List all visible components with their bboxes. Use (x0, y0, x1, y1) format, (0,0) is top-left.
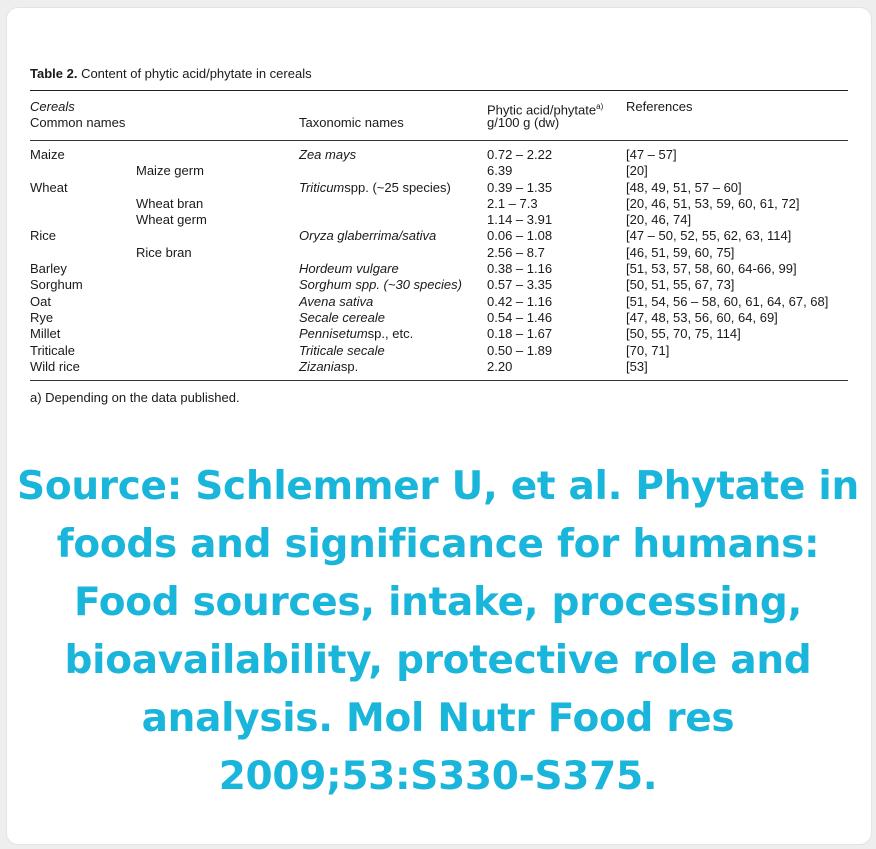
cell-references: [47 – 50, 52, 55, 62, 63, 114] (626, 228, 792, 244)
cell-taxonomic-name (299, 277, 462, 293)
cell-taxonomic-genus: Sorghum spp. (~30 species) (299, 277, 462, 293)
cell-phytate-value: 0.42 – 1.16 (487, 293, 553, 309)
cell-references: [20, 46, 74] (626, 212, 692, 228)
cell-taxonomic-genus: Avena sativa (299, 293, 374, 309)
cell-common-name: Rice (30, 228, 57, 244)
cell-references: [51, 54, 56 – 58, 60, 61, 64, 67, 68] (626, 293, 829, 309)
table-row (30, 196, 848, 212)
cell-taxonomic-suffix: sp. (340, 358, 359, 374)
cell-references: [50, 55, 70, 75, 114] (626, 326, 741, 342)
cell-common-name: Wild rice (30, 358, 80, 374)
table-row (30, 261, 848, 277)
cell-taxonomic-genus: Zizania (299, 358, 341, 374)
cell-taxonomic-name (299, 261, 399, 277)
cell-sub-name: Rice bran (136, 244, 192, 260)
table-row (30, 359, 848, 375)
cell-taxonomic-genus: Pennisetum (299, 326, 368, 342)
cell-references: [46, 51, 59, 60, 75] (626, 244, 735, 260)
table-footnote: a) Depending on the data published. (30, 390, 240, 406)
header-common-names: Common names (30, 115, 126, 130)
cell-taxonomic-suffix: spp. (~25 species) (344, 179, 451, 195)
cell-references: [48, 49, 51, 57 – 60] (626, 179, 742, 195)
table-row (30, 277, 848, 293)
table-row (30, 245, 848, 261)
cell-common-name: Maize (30, 147, 65, 162)
cell-taxonomic-name (299, 326, 413, 342)
cell-references: [70, 71] (626, 342, 670, 358)
cell-taxonomic-name (299, 343, 385, 359)
cell-phytate-value: 2.20 (487, 358, 513, 374)
cell-phytate-value: 6.39 (487, 163, 513, 179)
table-row (30, 294, 848, 310)
table-caption-label: Table 2. (30, 66, 78, 81)
table-header-rule (30, 140, 848, 141)
cell-phytate-value: 0.54 – 1.46 (487, 309, 553, 325)
cell-phytate-value: 0.18 – 1.67 (487, 326, 553, 342)
table-header (30, 91, 848, 137)
table-row (30, 180, 848, 196)
cell-taxonomic-name (299, 147, 356, 163)
source-line: foods and significance for humans: (56, 522, 820, 567)
table-row (30, 310, 848, 326)
cell-phytate-value: 0.39 – 1.35 (487, 179, 553, 195)
cell-common-name: Rye (30, 309, 54, 325)
cell-taxonomic-name (299, 310, 385, 326)
table-row (30, 212, 848, 228)
cell-phytate-value: 2.1 – 7.3 (487, 195, 538, 211)
cell-sub-name: Maize germ (136, 163, 204, 179)
table-body (30, 147, 848, 375)
source-citation (0, 458, 876, 806)
source-line: bioavailability, protective role and (64, 638, 812, 683)
table-caption-text: Content of phytic acid/phytate in cereals (77, 66, 312, 81)
cell-taxonomic-genus: Oryza glaberrima/sativa (299, 228, 437, 244)
cell-sub-name: Wheat germ (136, 212, 207, 228)
header-phytic-sup: a) (596, 102, 604, 111)
cell-references: [53] (626, 358, 648, 374)
cell-taxonomic-name (299, 359, 358, 375)
table-bottom-rule (30, 380, 848, 381)
cell-common-name: Millet (30, 326, 61, 342)
header-phytic-line1: Phytic acid/phytate (487, 102, 597, 118)
header-phytic-units: g/100 g (dw) (487, 115, 560, 130)
cell-taxonomic-genus: Triticum (299, 179, 345, 195)
table-row (30, 326, 848, 342)
cell-taxonomic-name (299, 228, 436, 244)
cell-taxonomic-name (299, 294, 373, 310)
source-line: Source: Schlemmer U, et al. Phytate in (17, 464, 859, 509)
cell-sub-name: Wheat bran (136, 195, 204, 211)
cell-phytate-value: 0.38 – 1.16 (487, 261, 553, 277)
phytate-table (30, 63, 848, 405)
cell-phytate-value: 2.56 – 8.7 (487, 244, 545, 260)
table-row (30, 163, 848, 179)
header-taxonomic-names: Taxonomic names (299, 115, 404, 130)
cell-common-name: Triticale (30, 342, 76, 358)
cell-references: [20, 46, 51, 53, 59, 60, 61, 72] (626, 195, 800, 211)
cell-taxonomic-name (299, 180, 451, 196)
table-caption (30, 63, 848, 85)
header-cereals: Cereals (30, 99, 75, 114)
cell-common-name: Barley (30, 261, 67, 277)
cell-phytate-value: 0.50 – 1.89 (487, 342, 553, 358)
header-references: References (626, 99, 693, 114)
cell-phytate-value: 1.14 – 3.91 (487, 212, 553, 228)
cell-references: [47, 48, 53, 56, 60, 64, 69] (626, 309, 778, 325)
cell-common-name: Wheat (30, 179, 68, 195)
cell-phytate-value: 0.06 – 1.08 (487, 228, 553, 244)
cell-references: [20] (626, 163, 648, 179)
cell-references: [50, 51, 55, 67, 73] (626, 277, 735, 293)
cell-taxonomic-genus: Triticale secale (299, 342, 385, 358)
cell-taxonomic-genus: Hordeum vulgare (299, 261, 399, 277)
cell-taxonomic-genus: Zea mays (299, 147, 357, 162)
cell-phytate-value: 0.72 – 2.22 (487, 147, 553, 162)
cell-references: [47 – 57] (626, 147, 677, 162)
table-row (30, 343, 848, 359)
cell-taxonomic-genus: Secale cereale (299, 309, 385, 325)
cell-common-name: Oat (30, 293, 51, 309)
table-row (30, 228, 848, 244)
source-line: Food sources, intake, processing, (73, 580, 803, 625)
cell-taxonomic-suffix: sp., etc. (367, 326, 414, 342)
table-row (30, 147, 848, 163)
cell-phytate-value: 0.57 – 3.35 (487, 277, 553, 293)
cell-references: [51, 53, 57, 58, 60, 64-66, 99] (626, 261, 797, 277)
source-line: analysis. Mol Nutr Food res (141, 696, 735, 741)
cell-common-name: Sorghum (30, 277, 83, 293)
source-line: 2009;53:S330-S375. (218, 754, 658, 799)
